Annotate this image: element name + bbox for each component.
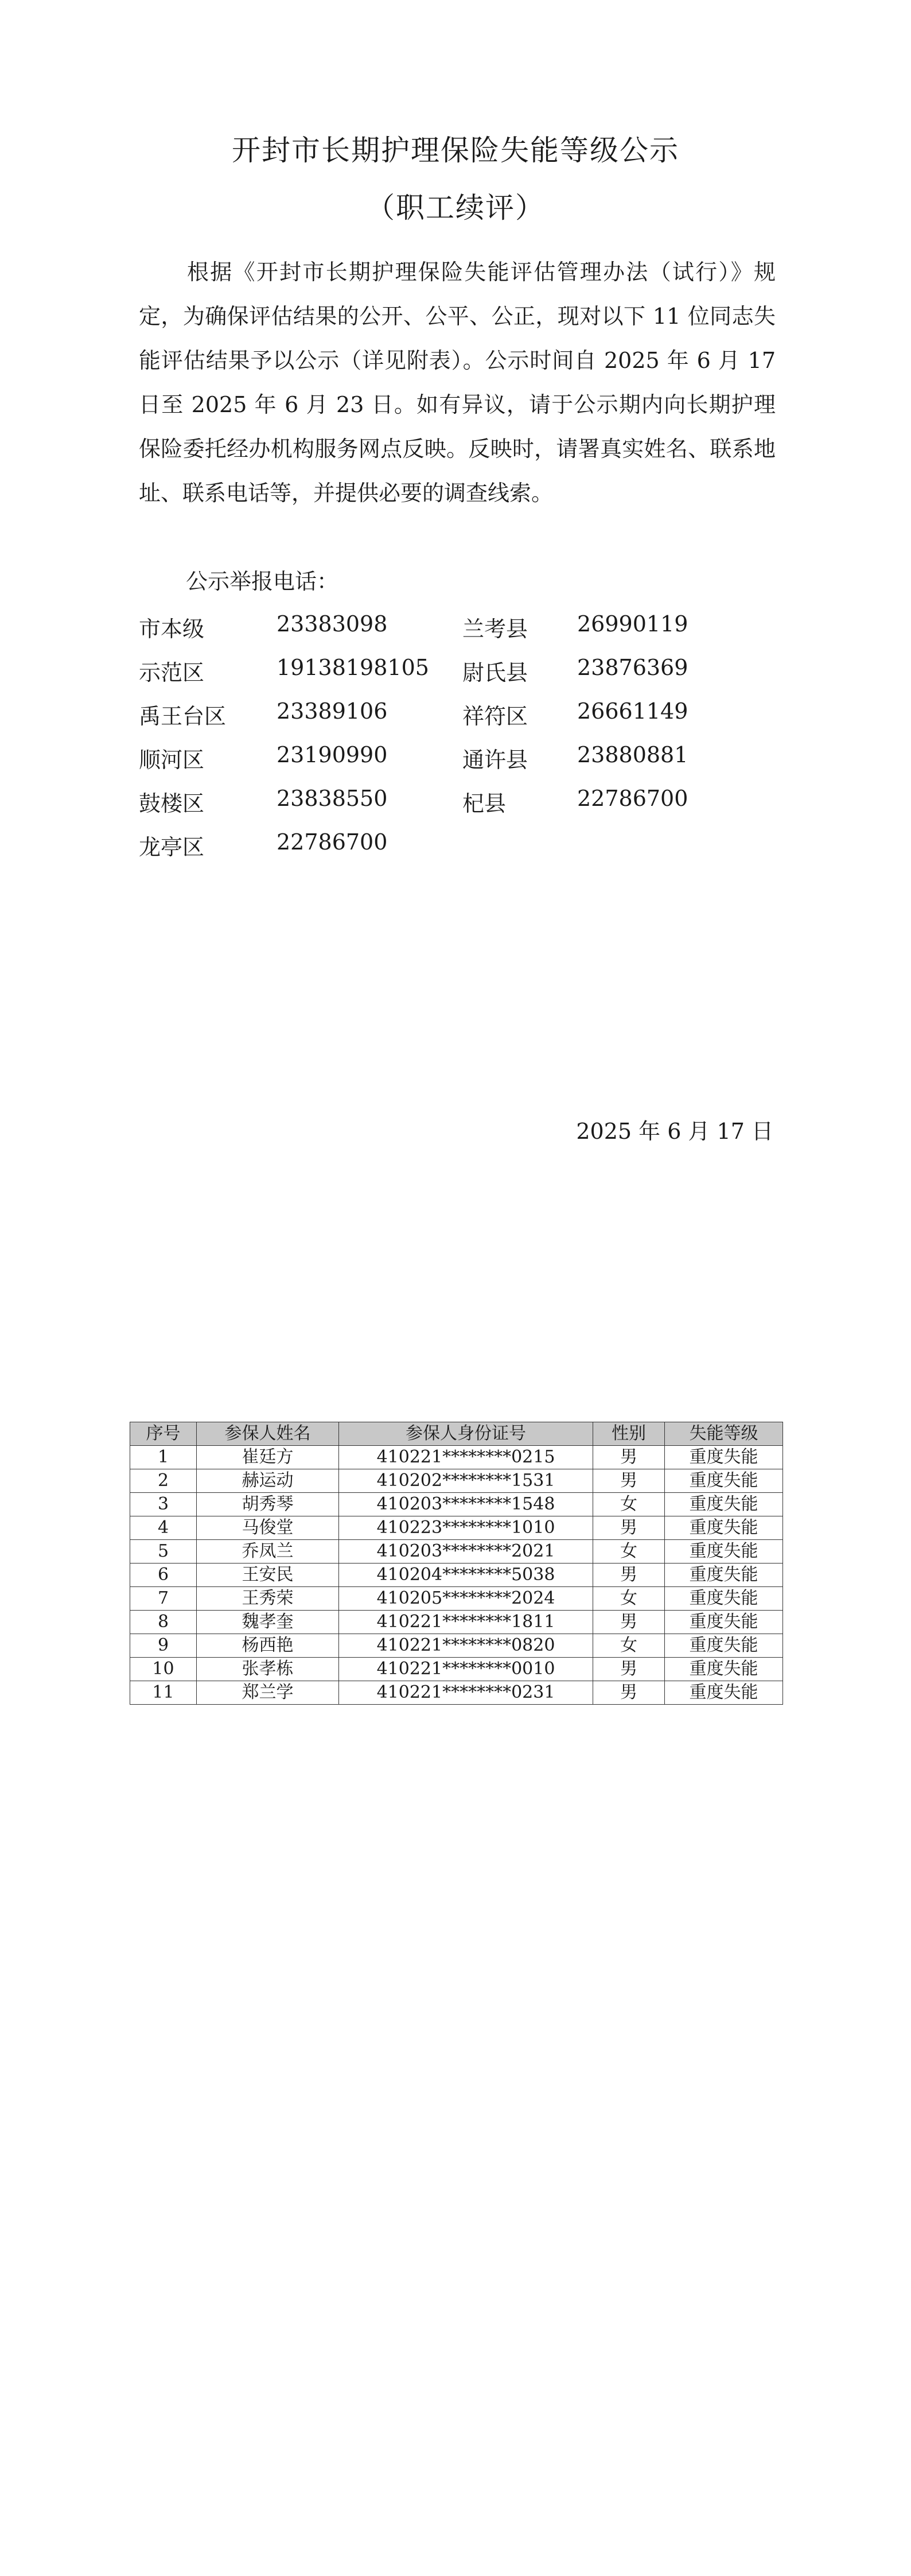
cell-level: 重度失能 [665,1516,783,1540]
notice-paragraph: 根据《开封市长期护理保险失能评估管理办法（试行）》规定，为确保评估结果的公开、公平、公正，现对以下 11 位同志失能评估结果予以公示（详见附表）。公示时间自 2025 年 6 月 17 日至 2025 年 6 月 23 日。如有异议，请于公示期内向长期护理保险委托经办机构服务网点反映。反映时，请署真实姓名、联系地址、联系电话等，并提供必要的调查线索。 [139,259,776,506]
contact-district: 鼓楼区 [139,791,205,816]
contact-row [139,742,776,786]
cell-gender: 女 [593,1634,665,1658]
cell-name: 马俊堂 [197,1516,339,1540]
contact-phone: 22786700 [577,786,688,811]
cell-seq: 9 [130,1634,197,1658]
cell-gender: 女 [593,1587,665,1611]
cell-gender: 男 [593,1681,665,1705]
cell-seq: 11 [130,1681,197,1705]
cell-name: 郑兰学 [197,1681,339,1705]
cell-name: 魏孝奎 [197,1611,339,1634]
contact-row [139,699,776,742]
cell-name: 张孝栋 [197,1658,339,1681]
cell-id: 410221********0010 [339,1658,593,1681]
cell-level: 重度失能 [665,1658,783,1681]
header-seq: 序号 [130,1422,197,1446]
table-row [130,1611,783,1634]
cell-id: 410203********1548 [339,1493,593,1516]
contact-row [139,829,776,873]
cell-level: 重度失能 [665,1540,783,1564]
cell-seq: 8 [130,1611,197,1634]
cell-id: 410203********2021 [339,1540,593,1564]
cell-seq: 10 [130,1658,197,1681]
cell-seq: 1 [130,1446,197,1469]
cell-id: 410221********1811 [339,1611,593,1634]
cell-id: 410221********0820 [339,1634,593,1658]
cell-id: 410202********1531 [339,1469,593,1493]
cell-name: 王秀荣 [197,1587,339,1611]
contact-phone: 23880881 [577,742,688,767]
result-table [130,1422,783,1705]
cell-name: 崔廷方 [197,1446,339,1469]
publish-date: 2025 年 6 月 17 日 [576,1119,773,1144]
table-body [130,1446,783,1705]
table-row [130,1469,783,1493]
cell-level: 重度失能 [665,1634,783,1658]
contact-district: 尉氏县 [462,660,528,685]
cell-id: 410205********2024 [339,1587,593,1611]
page-title: 开封市长期护理保险失能等级公示 [232,134,679,167]
cell-id: 410221********0215 [339,1446,593,1469]
header-level: 失能等级 [665,1422,783,1446]
table-row [130,1516,783,1540]
table-row [130,1658,783,1681]
cell-name: 王安民 [197,1564,339,1587]
contact-phone: 23876369 [577,655,688,680]
contact-district: 龙亭区 [139,835,205,860]
cell-gender: 男 [593,1564,665,1587]
contact-phone: 23838550 [277,786,388,811]
cell-gender: 男 [593,1516,665,1540]
contact-row [139,611,776,655]
header-id: 参保人身份证号 [339,1422,593,1446]
contact-district: 示范区 [139,660,205,685]
cell-level: 重度失能 [665,1587,783,1611]
contact-phone: 23383098 [277,611,388,637]
contact-row [139,655,776,699]
cell-gender: 男 [593,1658,665,1681]
table-row [130,1446,783,1469]
contact-phone: 22786700 [277,829,388,855]
contact-district: 通许县 [462,747,528,773]
contact-phone: 23389106 [277,699,388,724]
cell-id: 410221********0231 [339,1681,593,1705]
cell-level: 重度失能 [665,1611,783,1634]
cell-seq: 7 [130,1587,197,1611]
cell-seq: 6 [130,1564,197,1587]
contact-district: 市本级 [139,616,205,642]
contact-district: 顺河区 [139,747,205,773]
table-row [130,1681,783,1705]
cell-name: 乔凤兰 [197,1540,339,1564]
cell-gender: 女 [593,1493,665,1516]
header-gender: 性别 [593,1422,665,1446]
cell-gender: 男 [593,1446,665,1469]
contact-district: 祥符区 [462,704,528,729]
cell-id: 410223********1010 [339,1516,593,1540]
cell-seq: 2 [130,1469,197,1493]
cell-level: 重度失能 [665,1493,783,1516]
contact-phone: 26990119 [577,611,688,637]
contact-phone: 19138198105 [277,655,429,680]
cell-name: 杨西艳 [197,1634,339,1658]
cell-seq: 4 [130,1516,197,1540]
contact-district: 杞县 [462,791,507,816]
contact-row [139,786,776,829]
table-row [130,1493,783,1516]
table-row [130,1587,783,1611]
cell-name: 赫运动 [197,1469,339,1493]
cell-gender: 男 [593,1611,665,1634]
cell-level: 重度失能 [665,1469,783,1493]
cell-seq: 5 [130,1540,197,1564]
cell-seq: 3 [130,1493,197,1516]
cell-level: 重度失能 [665,1681,783,1705]
contact-district: 禹王台区 [139,704,227,729]
table-row [130,1634,783,1658]
result-table-container [130,1422,782,1705]
page-subtitle: （职工续评） [366,191,545,224]
cell-level: 重度失能 [665,1564,783,1587]
cell-gender: 女 [593,1540,665,1564]
contacts-title: 公示举报电话： [186,569,339,594]
contact-phone: 23190990 [277,742,388,767]
cell-name: 胡秀琴 [197,1493,339,1516]
table-row [130,1564,783,1587]
contacts-list [139,611,776,873]
cell-id: 410204********5038 [339,1564,593,1587]
cell-gender: 男 [593,1469,665,1493]
cell-level: 重度失能 [665,1446,783,1469]
table-row [130,1540,783,1564]
contact-phone: 26661149 [577,699,688,724]
header-name: 参保人姓名 [197,1422,339,1446]
contact-district: 兰考县 [462,616,528,642]
table-header-row [130,1422,783,1446]
